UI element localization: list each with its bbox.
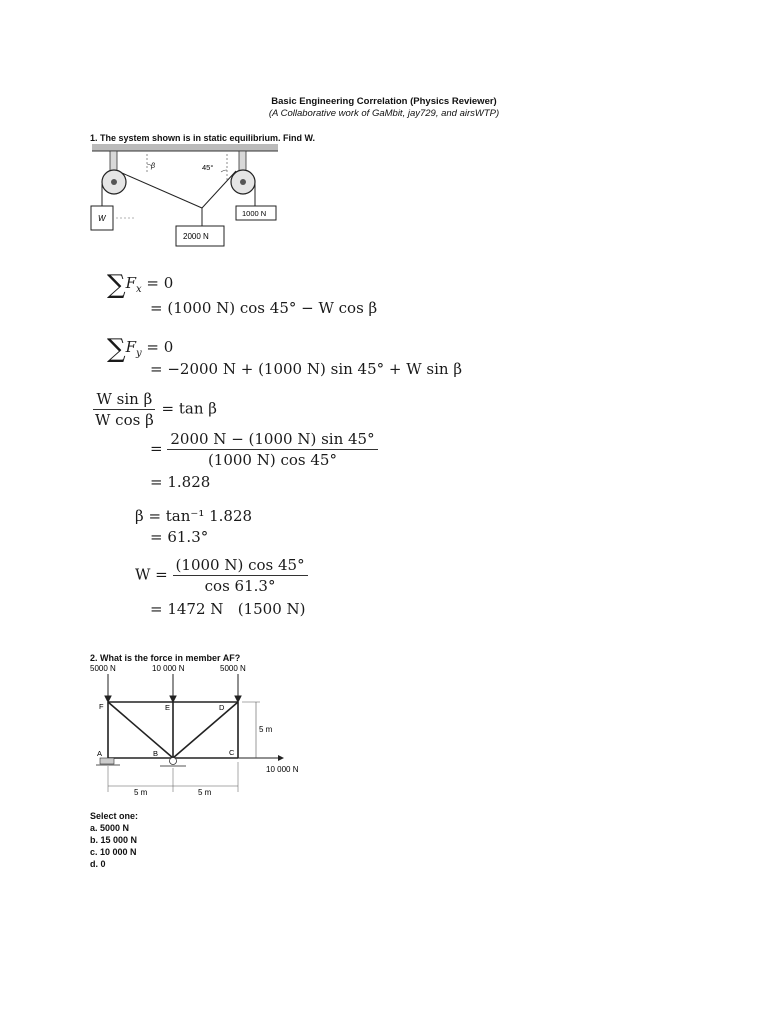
ratio-numerator: W sin β (93, 390, 155, 410)
joint-a-label: A (97, 749, 103, 758)
w-denominator: cos 61.3° (204, 577, 276, 595)
question-2-prompt: 2. What is the force in member AF? (90, 653, 241, 663)
beta-value: = 61.3° (150, 528, 209, 546)
option-b[interactable]: b. 15 000 N (90, 835, 138, 845)
tan-beta-value: = 1.828 (150, 473, 211, 491)
load-1000-label: 1000 N (242, 209, 267, 218)
pulley-system-figure (88, 142, 288, 254)
angle-45-label: 45° (202, 163, 214, 172)
option-a[interactable]: a. 5000 N (90, 823, 130, 833)
tan-beta-fraction: = $\frac{2000 N - (1000 N) \sin 45^\circ}{(1000 N) \cos 45^\circ}$ (150, 430, 378, 469)
joint-e-label: E (165, 703, 171, 712)
tan-beta-ratio (92, 390, 217, 429)
document-subtitle: (A Collaborative work of GaMbit, jay729, and airsWTP) (268, 108, 500, 119)
horizontal-load-label: 10 000 N (266, 765, 299, 774)
tan-numerator: 2000 N − (1000 N) sin 45° (167, 430, 377, 450)
load-left-label: 5000 N (90, 664, 116, 673)
beta-equation: β = tan⁻¹ 1.828 (135, 507, 253, 525)
ratio-denominator: W cos β (95, 411, 154, 429)
w-lhs: W = (135, 565, 168, 584)
option-c[interactable]: c. 10 000 N (90, 847, 137, 857)
height-dimension-label: 5 m (259, 725, 273, 734)
rope-right (202, 171, 236, 208)
joint-d-label: D (219, 703, 225, 712)
fx-expansion: = (1000 N) cos 45° − W cos β (150, 299, 378, 317)
truss-figure (88, 662, 320, 802)
weight-w-label: W (98, 214, 106, 223)
load-mid-label: 10 000 N (152, 664, 185, 673)
sum-fy-rhs: = 0 (146, 338, 174, 356)
question-1-prompt: 1. The system shown is in static equilibrium. Find W. (90, 133, 316, 143)
document-title: Basic Engineering Correlation (Physics Reviewer) (271, 96, 497, 107)
load-right-label: 5000 N (220, 664, 246, 673)
fy-expansion: = −2000 N + (1000 N) sin 45° + W sin β (150, 360, 463, 378)
ceiling (92, 144, 278, 151)
joint-b-label: B (153, 749, 159, 758)
select-one-label: Select one: (90, 811, 139, 821)
joint-c-label: C (229, 748, 235, 757)
sum-fy-equation: $\sum F_y = 0$ (107, 334, 174, 364)
sum-fx-rhs: = 0 (146, 274, 174, 292)
span-left-label: 5 m (134, 788, 148, 797)
support-b (170, 758, 177, 765)
beta-angle-label: β (151, 163, 155, 170)
span-right-label: 5 m (198, 788, 212, 797)
w-numerator: (1000 N) cos 45° (173, 556, 308, 576)
support-a (100, 758, 114, 764)
ratio-rhs: = tan β (161, 399, 217, 418)
sum-fx-equation: $\sum F_x = 0$ (107, 270, 174, 300)
rope-left (122, 173, 202, 208)
load-2000-label: 2000 N (183, 232, 209, 241)
w-value: = 1472 N (1500 N) (150, 600, 306, 618)
w-equation (135, 556, 308, 595)
joint-f-label: F (99, 702, 104, 711)
tan-denominator: (1000 N) cos 45° (207, 451, 337, 469)
option-d[interactable]: d. 0 (90, 859, 106, 869)
